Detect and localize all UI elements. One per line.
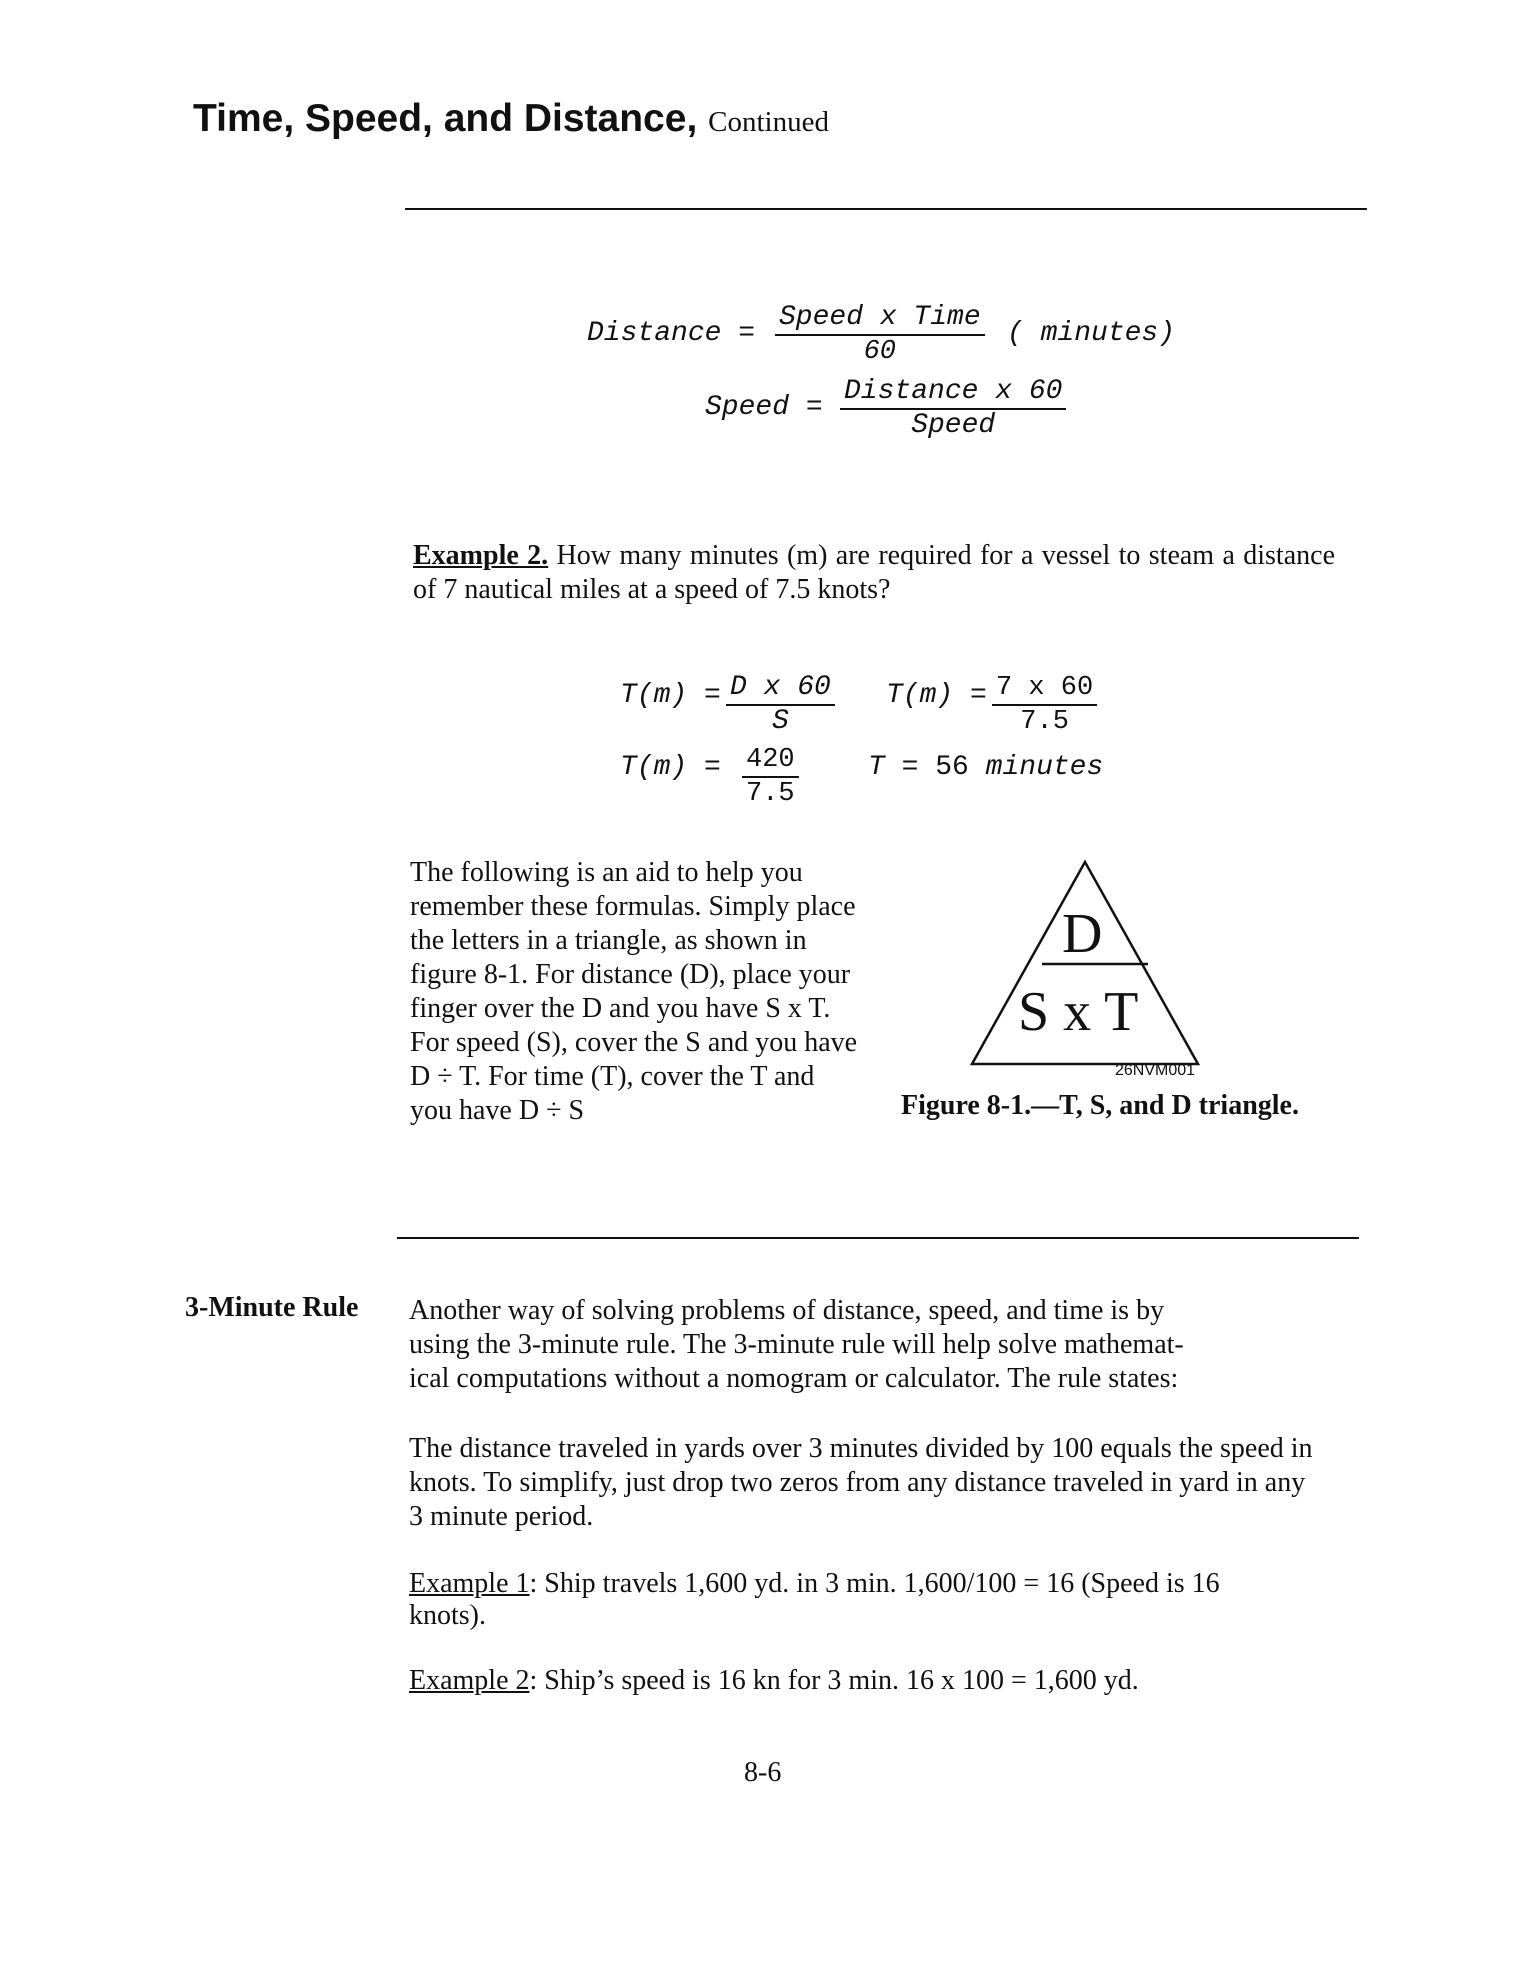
triangle-letters-sxt: S x T — [1018, 981, 1139, 1043]
step1-numerator: D x 60 — [726, 672, 835, 706]
formula-distance-numerator: Speed x Time — [775, 302, 985, 336]
page-title — [193, 97, 829, 141]
example2b-text: : Ship’s speed is 16 kn for 3 min. 16 x 100 = 1,600 yd. — [529, 1665, 1139, 1696]
step2-numerator: 7 x 60 — [992, 672, 1097, 706]
example2-label: Example 2. — [413, 540, 549, 571]
example1-label: Example 1 — [409, 1568, 530, 1599]
aid-paragraph: The following is an aid to help you remember these formulas. Simply place the letters in a triangle, as shown in figure 8-1. For distance (D), place your finger over the D and you have S x T. For speed (S), cover the S and you have D ÷ T. For time (T), cover the T and you have D ÷ S — [410, 857, 858, 1126]
step1-lhs: T(m) = — [620, 680, 721, 711]
triangle-letter-d: D — [1062, 903, 1103, 965]
step3-lhs: T(m) = — [620, 752, 721, 783]
step2-denominator: 7.5 — [1020, 707, 1069, 737]
formula-speed-denominator: Speed — [911, 410, 996, 441]
formula-speed-lhs: Speed = — [705, 392, 823, 423]
step3-numerator: 420 — [742, 744, 799, 778]
three-minute-para2: The distance traveled in yards over 3 minutes divided by 100 equals the speed in knots. To simplify, just drop two zeros from any distance traveled in yard in any 3 minute period. — [409, 1433, 1313, 1532]
title-text: Time, Speed, and Distance, — [193, 97, 698, 140]
step2-lhs: T(m) = — [886, 680, 987, 711]
three-minute-para1 — [409, 1294, 1299, 1396]
step-result: T = 56 minutes — [868, 752, 1104, 783]
formula-distance-denominator: 60 — [863, 337, 897, 367]
example2-question: How many minutes (m) are required for a vessel to steam a distance of 7 nautical miles at a speed of 7.5 knots? — [413, 540, 1335, 605]
middle-divider — [397, 1237, 1359, 1239]
para1-line: ical computations without a nomogram or calculator. The rule states: — [409, 1363, 1179, 1394]
example2b-label: Example 2 — [409, 1665, 530, 1696]
three-minute-heading: 3-Minute Rule — [185, 1292, 359, 1323]
para1-line: using the 3-minute rule. The 3-minute rule will help solve mathemat- — [409, 1329, 1184, 1360]
step1-denominator: S — [772, 706, 789, 737]
figure-caption: Figure 8-1.—T, S, and D triangle. — [901, 1090, 1299, 1121]
example2-paragraph — [413, 539, 1335, 607]
top-divider — [405, 208, 1367, 210]
title-continued: Continued — [708, 106, 829, 138]
formula-distance-unit: ( minutes) — [1007, 318, 1176, 349]
step1-fraction — [726, 672, 835, 738]
three-minute-example2 — [409, 1664, 1309, 1698]
para1-line: Another way of solving problems of distance, speed, and time is by — [409, 1295, 1165, 1326]
step3-denominator: 7.5 — [746, 779, 795, 809]
figure-code: 26NVM001 — [1115, 1062, 1196, 1079]
page-number: 8-6 — [744, 1757, 782, 1788]
example1-text: : Ship travels 1,600 yd. in 3 min. 1,600/100 = 16 (Speed is 16 knots). — [409, 1568, 1220, 1631]
formula-speed-numerator: Distance x 60 — [840, 376, 1066, 410]
step3-fraction — [742, 744, 799, 810]
three-minute-example1 — [409, 1568, 1279, 1632]
formula-speed-fraction — [840, 376, 1066, 442]
tsd-triangle-figure — [960, 856, 1210, 1088]
formula-distance-lhs: Distance = — [587, 318, 756, 349]
formula-distance-fraction — [775, 302, 985, 368]
step2-fraction — [992, 672, 1097, 738]
